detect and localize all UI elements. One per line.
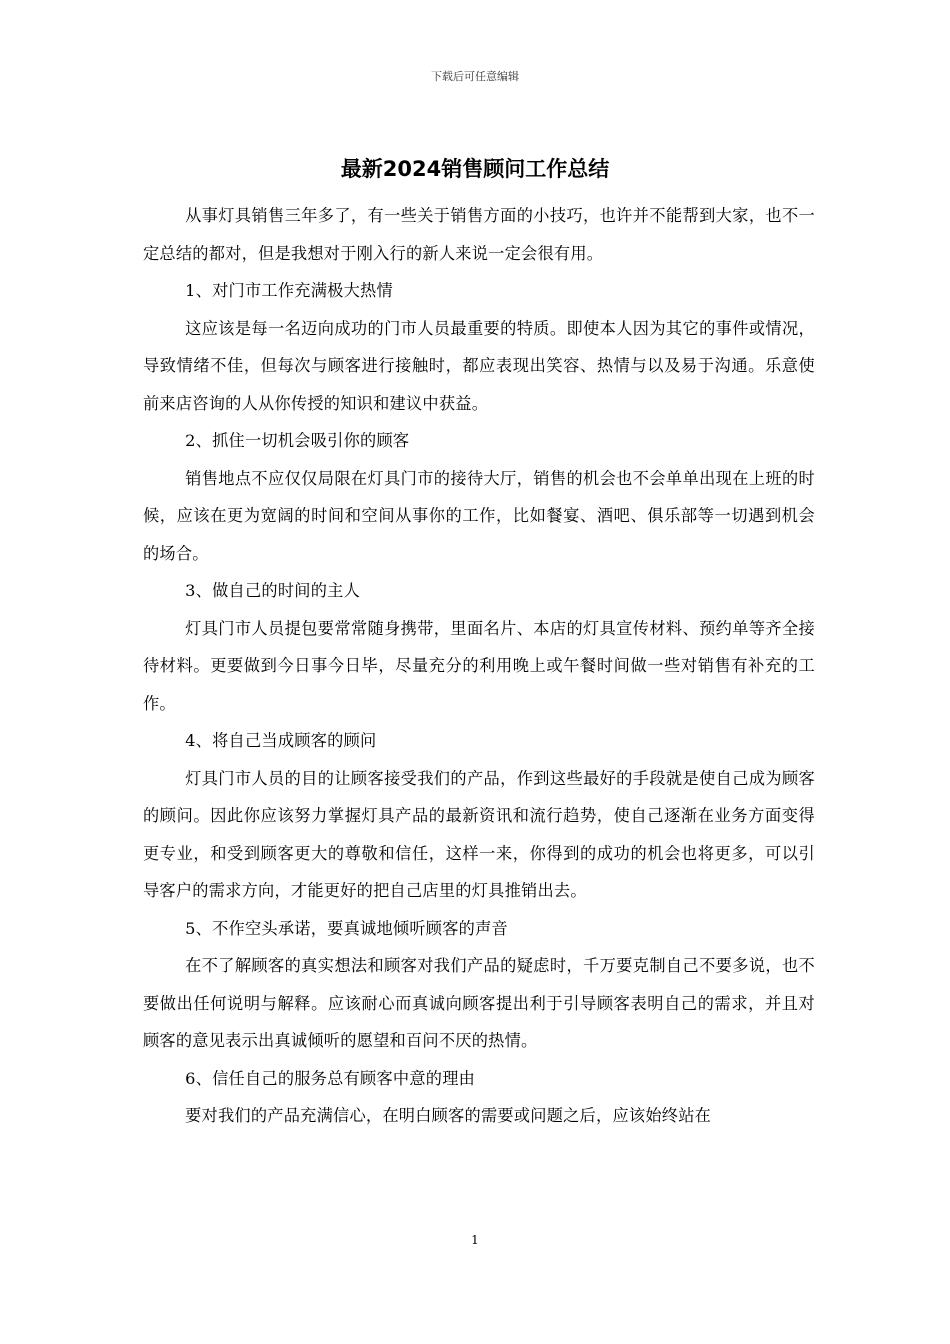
section-paragraph-3: 灯具门市人员提包要常常随身携带，里面名片、本店的灯具宣传材料、预约单等齐全接待材料。更要做到今日事今日毕，尽量充分的利用晚上或午餐时间做一些对销售有补充的工作。 [143,618,815,713]
intro-paragraph: 从事灯具销售三年多了，有一些关于销售方面的小技巧，也许并不能帮到大家，也不一定总结的都对，但是我想对于刚入行的新人来说一定会很有用。 [143,206,815,263]
section-heading-2: 2、抓住一切机会吸引你的顾客 [185,431,410,450]
document-title: 最新2024销售顾问工作总结 [340,157,610,181]
section-heading-1: 1、对门市工作充满极大热情 [185,281,393,300]
section-paragraph-4: 灯具门市人员的目的让顾客接受我们的产品，作到这些最好的手段就是使自己成为顾客的顾问。因此你应该努力掌握灯具产品的最新资讯和流行趋势，使自己逐渐在业务方面变得更专业，和受到顾客更大的尊敬和信任，这样一来，你得到的成功的机会也将更多，可以引导客户的需求方向，才能更好的把自己店里的灯具推销出去。 [143,768,815,900]
section-heading-6: 6、信任自己的服务总有顾客中意的理由 [185,1068,476,1088]
document-body [143,197,815,1135]
page-number: 1 [471,1233,479,1247]
section-heading-3: 3、做自己的时间的主人 [185,581,361,600]
section-heading-5: 5、不作空头承诺，要真诚地倾听顾客的声音 [185,918,508,938]
section-paragraph-5: 在不了解顾客的真实想法和顾客对我们产品的疑虑时，千万要克制自己不要多说，也不要做出任何说明与解释。应该耐心而真诚向顾客提出利于引导顾客表明自己的需求，并且对顾客的意见表示出真诚倾听的愿望和百问不厌的热情。 [143,956,815,1050]
section-paragraph-1: 这应该是每一名迈向成功的门市人员最重要的特质。即使本人因为其它的事件或情况，导致情绪不佳，但每次与顾客进行接触时，都应表现出笑容、热情与以及易于沟通。乐意使前来店咨询的人从你传授的知识和建议中获益。 [143,318,815,413]
header-note: 下载后可任意编辑 [431,70,519,83]
section-paragraph-6: 要对我们的产品充满信心，在明白顾客的需要或问题之后，应该始终站在 [185,1106,712,1125]
section-paragraph-2: 销售地点不应仅仅局限在灯具门市的接待大厅，销售的机会也不会单单出现在上班的时候，应该在更为宽阔的时间和空间从事你的工作，比如餐宴、酒吧、俱乐部等一切遇到机会的场合。 [143,468,815,563]
section-heading-4: 4、将自己当成顾客的顾问 [185,731,377,750]
